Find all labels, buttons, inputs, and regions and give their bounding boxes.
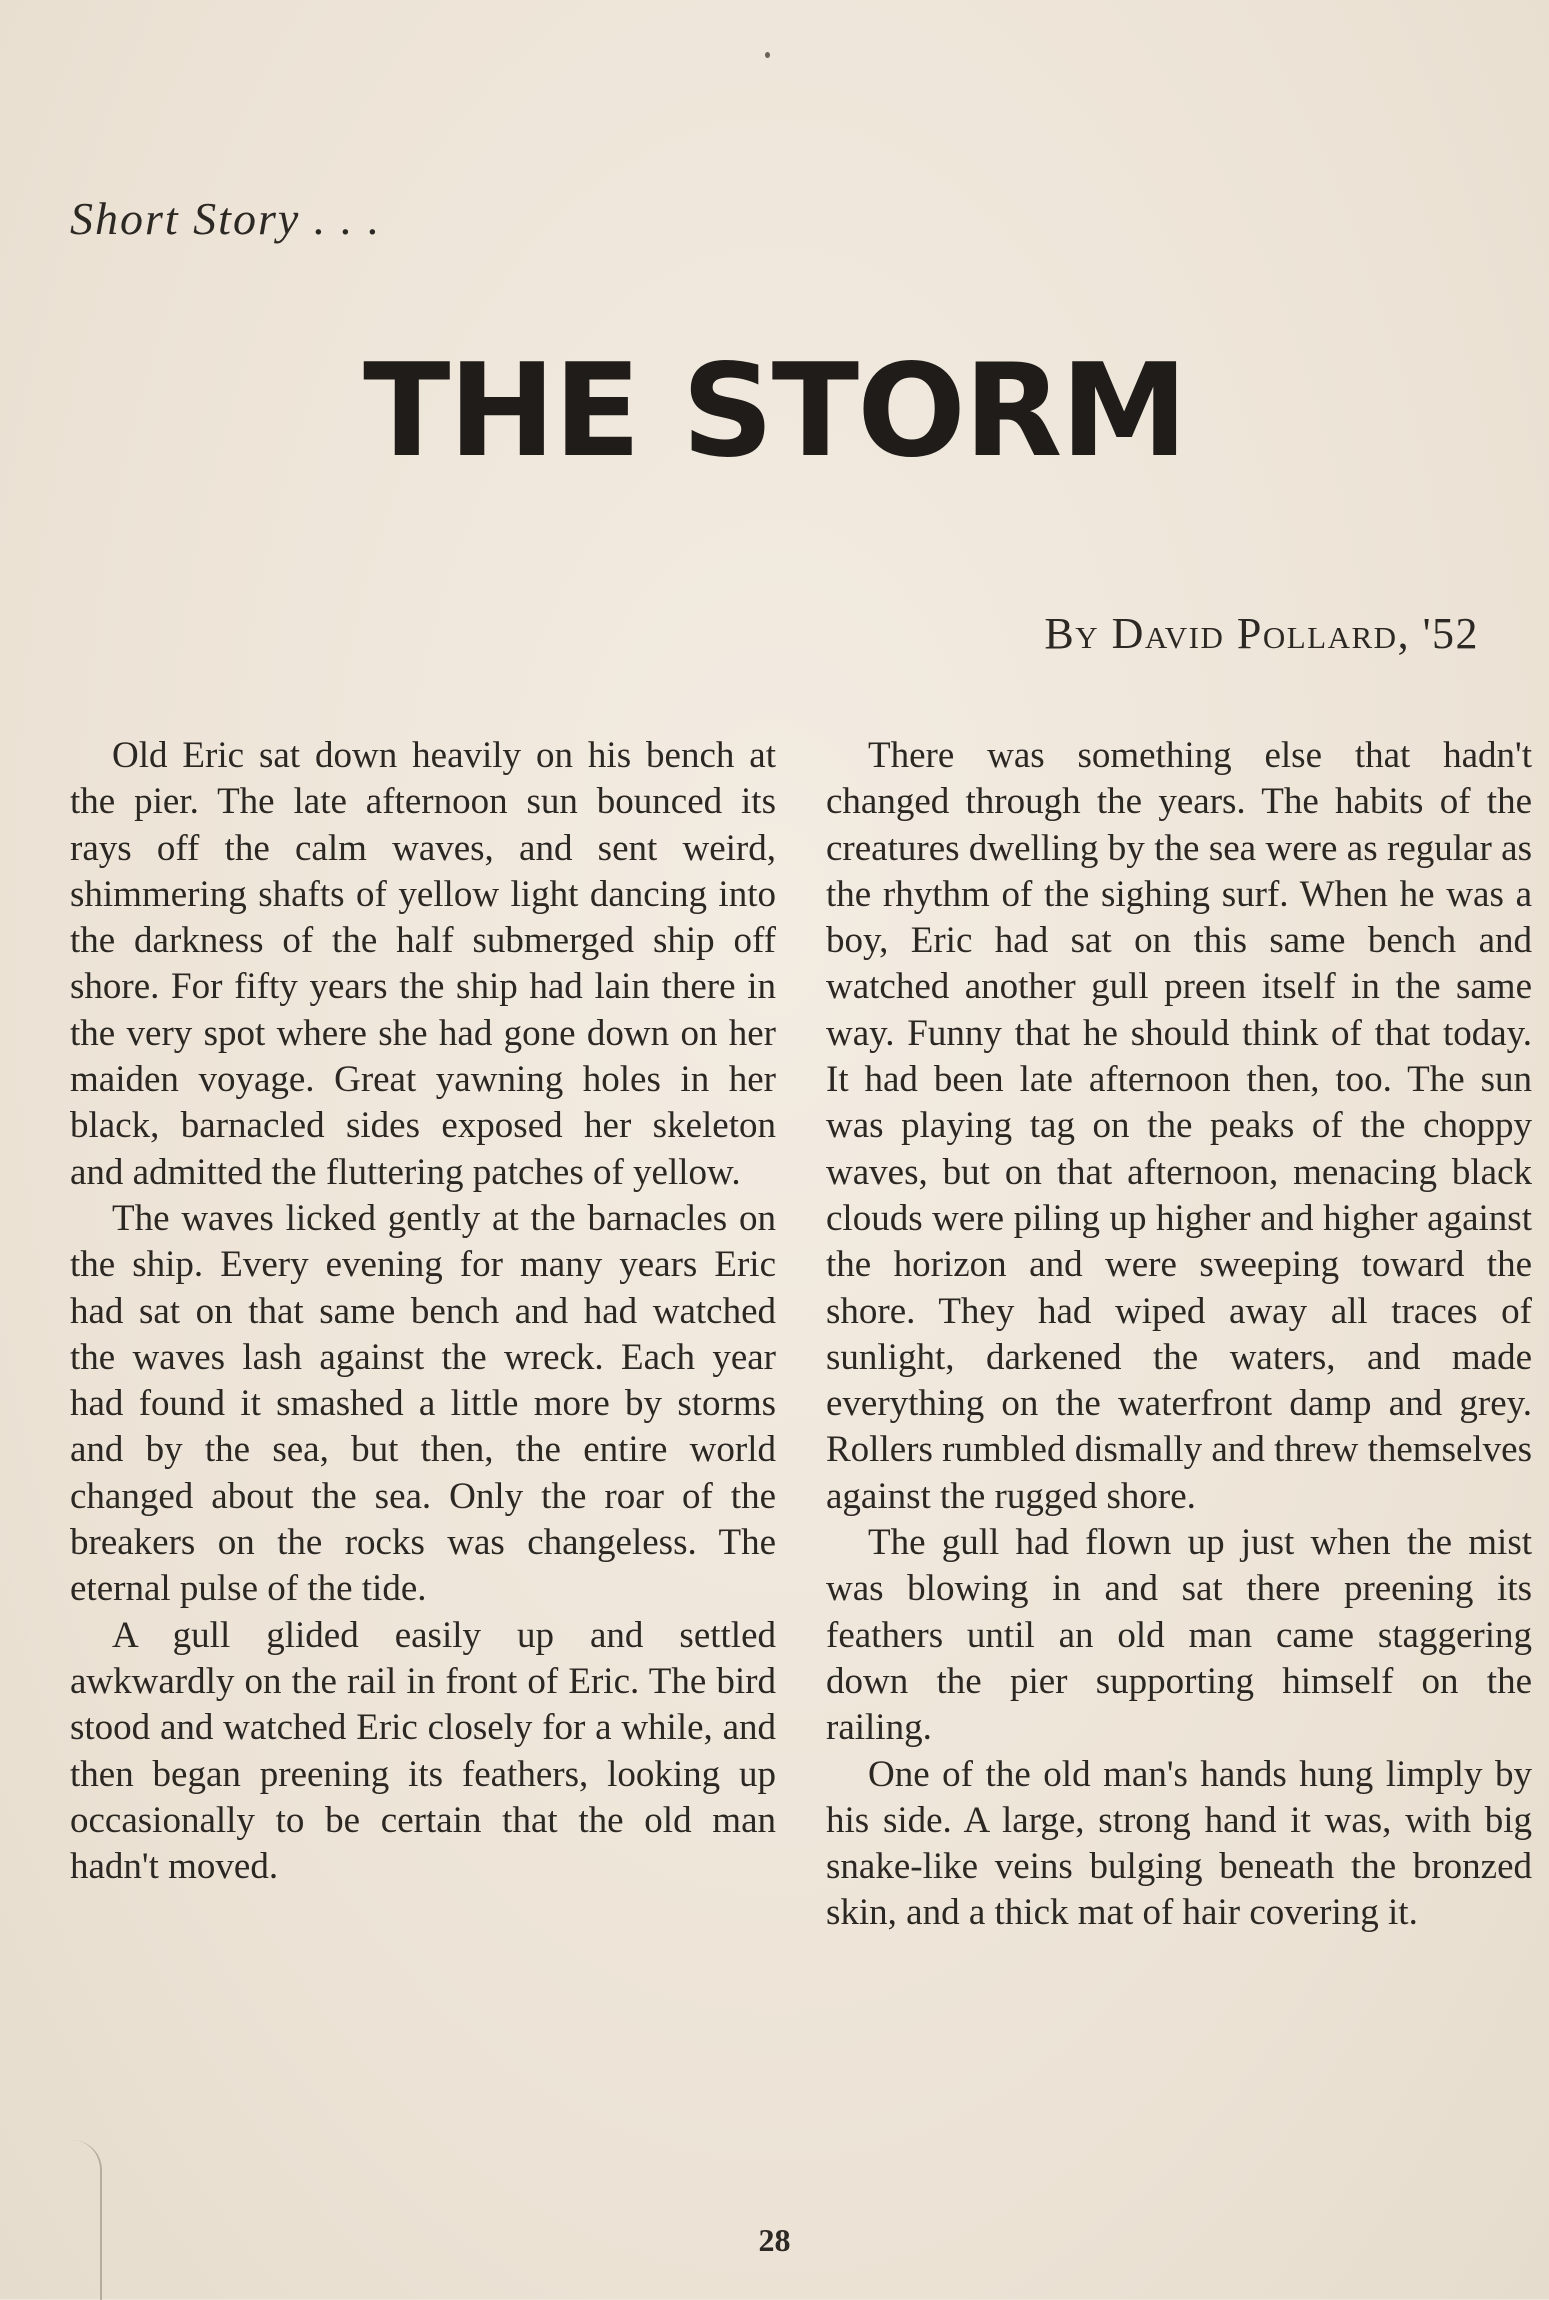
page-number: 28 xyxy=(758,2222,791,2258)
paragraph: Old Eric sat down heavily on his bench at the pier. The late afternoon sun bounced its rays off the calm waves, and sent weird, shimmering shafts of yellow light dancing into the darkness of the half submerged ship off shore. For fifty years the ship had lain there in the very spot where she had gone down on her maiden voyage. Great yawning holes in her black, barnacled sides exposed her skeleton and admitted the fluttering patches of yellow. xyxy=(70,735,776,1193)
paragraph: One of the old man's hands hung limply by his side. A large, strong hand it was, with big snake-like veins bulging beneath the bronzed skin, and a thick mat of hair covering it. xyxy=(826,1753,1532,1934)
paragraph: There was something else that hadn't changed through the years. The habits of the creatures dwelling by the sea were as regular as the rhythm of the sighing surf. When he was a boy, Eric had sat on this same bench and watched another gull preen itself in the same way. Funny that he should think of that today. It had been late afternoon then, too. The sun was playing tag on the peaks of the choppy waves, but on that afternoon, menacing black clouds were piling up higher and higher against the horizon and were sweeping toward the shore. They had wiped away all traces of sunlight, darkened the waters, and made everything on the waterfront damp and grey. Rollers rumbled dismally and threw themselves against the rugged shore. xyxy=(826,735,1532,1517)
ink-speck xyxy=(765,52,770,58)
paragraph: A gull glided easily up and settled awkwardly on the rail in front of Eric. The bird stood and watched Eric closely for a while, and then began preening its feathers, looking up occasionally to be certain that the old man hadn't moved. xyxy=(70,1614,776,1888)
story-title: THE STORM xyxy=(363,337,1186,486)
paragraph: The gull had flown up just when the mist was blowing in and sat there preening its feathers until an old man came staggering down the pier supporting himself on the railing. xyxy=(826,1522,1532,1749)
section-label: Short Story . . . xyxy=(70,193,382,244)
left-text-column xyxy=(70,733,776,1890)
right-text-column xyxy=(826,733,1532,1937)
author-byline: By David Pollard, '52 xyxy=(1044,609,1479,658)
page-corner-crease xyxy=(0,2140,102,2300)
paragraph: The waves licked gently at the barnacles on the ship. Every evening for many years Eric had sat on that same bench and had watched the waves lash against the wreck. Each year had found it smashed a little more by storms and by the sea, but then, the entire world changed about the sea. Only the roar of the breakers on the rocks was changeless. The eternal pulse of the tide. xyxy=(70,1197,776,1610)
